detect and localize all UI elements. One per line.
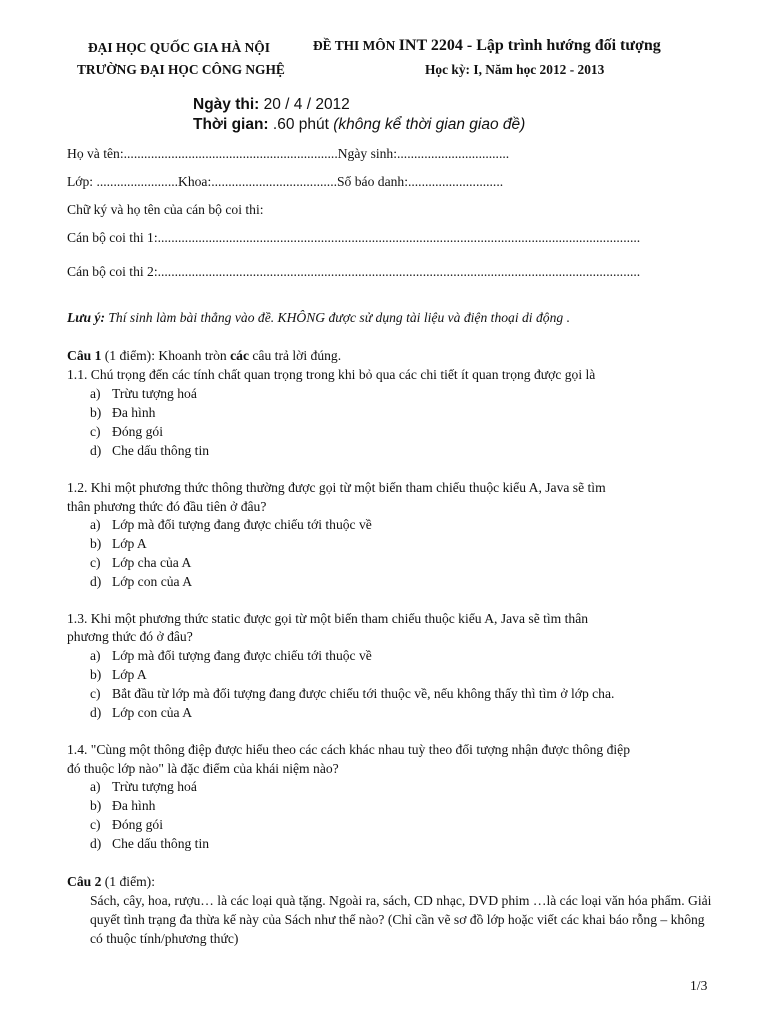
q1-2-stem-line-2: thân phương thức đó đầu tiên ở đâu? (67, 499, 267, 514)
exam-time-value: .60 phút (268, 116, 334, 133)
form-line-name-dob: Họ và tên:...............................................................Ngày sinh:................................. (67, 146, 510, 161)
form-line-proctor-2: Cán bộ coi thi 2:.............................................................................................................................................. (67, 264, 641, 279)
option-text: Lớp con của A (112, 574, 193, 589)
option-letter: a) (90, 386, 101, 401)
q1-3-option-c[interactable] (90, 684, 614, 703)
option-text: Lớp mà đối tượng đang được chiếu tới thuộc về (112, 648, 372, 663)
option-letter: c) (90, 817, 101, 832)
option-letter: d) (90, 836, 102, 851)
q1-2-option-a[interactable] (90, 515, 372, 534)
option-letter: c) (90, 555, 101, 570)
question-1-rest: câu trả lời đúng. (249, 348, 342, 363)
option-letter: b) (90, 405, 102, 420)
exam-time-label: Thời gian: (193, 116, 269, 133)
q1-1-stem: 1.1. Chú trọng đến các tính chất quan trọng trong khi bỏ qua các chi tiết ít quan trọng được gọi là (67, 367, 596, 382)
question-1-emph: các (230, 348, 249, 363)
option-text: Đa hình (112, 798, 156, 813)
q1-2-option-d[interactable] (90, 572, 192, 591)
option-letter: b) (90, 536, 102, 551)
q1-2-option-b[interactable] (90, 534, 147, 553)
option-text: Lớp mà đối tượng đang được chiếu tới thuộc về (112, 517, 372, 532)
q1-3-option-b[interactable] (90, 665, 147, 684)
q1-3-option-d[interactable] (90, 703, 192, 722)
q1-3-stem-line-2: phương thức đó ở đâu? (67, 629, 193, 644)
option-letter: c) (90, 424, 101, 439)
q1-1-option-c[interactable] (90, 422, 163, 441)
q1-2-stem-line-1: 1.2. Khi một phương thức thông thường được gọi từ một biến tham chiếu thuộc kiểu A, Java sẽ tìm (67, 480, 606, 495)
exam-time-note: (không kể thời gian giao đề) (333, 116, 526, 133)
option-letter: a) (90, 648, 101, 663)
option-text: Lớp A (112, 667, 147, 682)
exam-prefix: ĐỀ THI MÔN (313, 38, 399, 53)
q1-1-option-d[interactable] (90, 441, 209, 460)
option-letter: b) (90, 798, 102, 813)
option-text: Lớp cha của A (112, 555, 192, 570)
question-2-points: (1 điểm): (101, 874, 155, 889)
exam-subject: - Lập trình hướng đối tượng (462, 37, 661, 54)
q1-3-option-a[interactable] (90, 646, 372, 665)
university-name: ĐẠI HỌC QUỐC GIA HÀ NỘI (88, 40, 270, 55)
note (67, 308, 570, 327)
option-letter: a) (90, 517, 101, 532)
question-1-heading (67, 346, 341, 365)
exam-title (313, 36, 661, 55)
q1-4-option-b[interactable] (90, 796, 155, 815)
option-letter: c) (90, 686, 101, 701)
exam-code: INT 2204 (398, 37, 463, 54)
question-1-points: (1 điểm): Khoanh tròn (101, 348, 231, 363)
exam-date-value: 20 / 4 / 2012 (259, 96, 350, 113)
note-text: Thí sinh làm bài thẳng vào đề. KHÔNG được sử dụng tài liệu và điện thoại di động . (104, 310, 570, 325)
option-text: Trừu tượng hoá (112, 779, 197, 794)
option-text: Lớp con của A (112, 705, 193, 720)
q1-3-stem-line-1: 1.3. Khi một phương thức static được gọi từ một biến tham chiếu thuộc kiểu A, Java sẽ tìm thân (67, 611, 589, 626)
q1-1-option-a[interactable] (90, 384, 197, 403)
school-name: TRƯỜNG ĐẠI HỌC CÔNG NGHỆ (77, 62, 285, 77)
q1-4-stem-line-2: đó thuộc lớp nào" là đặc điểm của khái niệm nào? (67, 761, 339, 776)
note-label: Lưu ý: (67, 310, 105, 325)
option-letter: d) (90, 443, 102, 458)
q1-1-option-b[interactable] (90, 403, 155, 422)
option-letter: b) (90, 667, 102, 682)
question-2-title: Câu 2 (67, 874, 102, 889)
q1-4-option-c[interactable] (90, 815, 163, 834)
form-line-proctor-heading: Chữ ký và họ tên của cán bộ coi thi: (67, 202, 264, 217)
form-line-proctor-1: Cán bộ coi thi 1:.............................................................................................................................................. (67, 230, 641, 245)
q1-4-stem-line-1: 1.4. "Cùng một thông điệp được hiểu theo các cách khác nhau tuỳ theo đối tượng nhận được thông điệp (67, 742, 631, 757)
question-2-heading (67, 872, 155, 891)
exam-time (193, 115, 525, 134)
option-text: Đóng gói (112, 817, 163, 832)
page-number: 1/3 (690, 978, 708, 993)
semester: Học kỳ: I, Năm học 2012 - 2013 (425, 62, 605, 77)
question-1-title: Câu 1 (67, 348, 102, 363)
option-text: Che dấu thông tin (112, 836, 210, 851)
option-text: Lớp A (112, 536, 147, 551)
option-letter: d) (90, 574, 102, 589)
option-letter: a) (90, 779, 101, 794)
option-text: Đa hình (112, 405, 156, 420)
option-text: Trừu tượng hoá (112, 386, 197, 401)
option-text: Đóng gói (112, 424, 163, 439)
exam-date-label: Ngày thi: (193, 96, 260, 113)
option-letter: d) (90, 705, 102, 720)
option-text: Bắt đầu từ lớp mà đối tượng đang được chiếu tới thuộc về, nếu không thấy thì tìm ở lớp cha. (112, 686, 615, 701)
q1-2-option-c[interactable] (90, 553, 191, 572)
form-line-class-faculty-id: Lớp: ........................Khoa:.....................................Số báo danh:............................ (67, 174, 504, 189)
exam-date (193, 95, 350, 114)
q1-4-option-a[interactable] (90, 777, 197, 796)
option-text: Che dấu thông tin (112, 443, 210, 458)
q1-4-option-d[interactable] (90, 834, 209, 853)
question-2-text: Sách, cây, hoa, rượu… là các loại quà tặng. Ngoài ra, sách, CD nhạc, DVD phim …là các loại văn hóa phẩm. Giải quyết tình trạng đa thừa kế này của Sách như thế nào? (Chỉ cần vẽ sơ đồ lớp hoặc viết các khai báo rỗng – không có thuộc tính/phương thức) (90, 893, 712, 946)
